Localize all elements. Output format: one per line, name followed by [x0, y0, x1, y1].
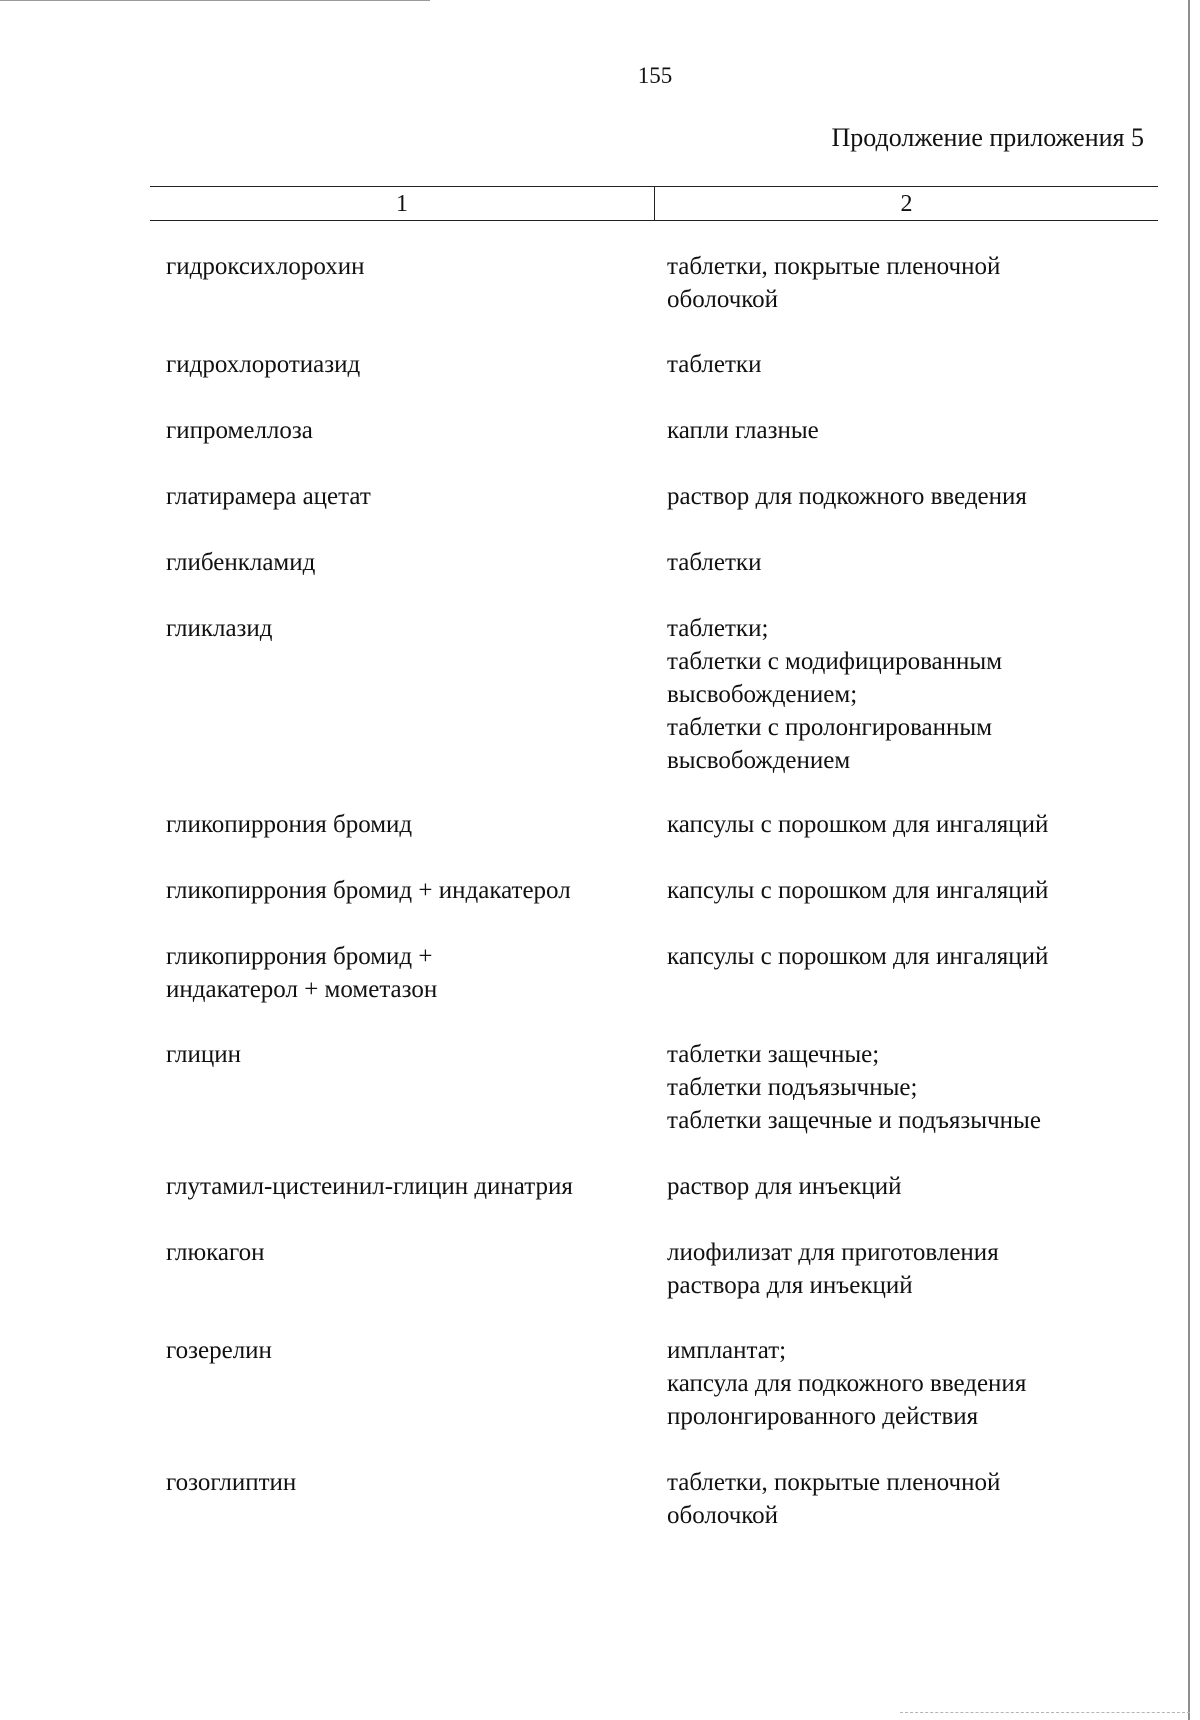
- drug-name: глицин: [166, 1041, 241, 1068]
- dosage-form: таблетки, покрытые пленочной оболочкой: [667, 1469, 1001, 1529]
- dosage-form: таблетки: [667, 351, 762, 378]
- drug-name: глюкагон: [166, 1239, 265, 1266]
- drug-name: гозерелин: [166, 1337, 272, 1364]
- dosage-form: лиофилизат для приготовления раствора для инъекций: [667, 1239, 999, 1299]
- column-header-1: 1: [396, 191, 408, 217]
- dosage-form: раствор для подкожного введения: [667, 483, 1027, 510]
- dosage-form: капли глазные: [667, 417, 819, 444]
- column-header-2: 2: [900, 191, 913, 217]
- drug-name: гликопиррония бромид: [166, 811, 413, 838]
- drug-name: гликопиррония бромид + индакатерол: [166, 877, 571, 904]
- dosage-form: таблетки, покрытые пленочной оболочкой: [667, 253, 1001, 313]
- continuation-label: Продолжение приложения 5: [831, 123, 1144, 152]
- dosage-form: таблетки; таблетки с модифицированным высвобождением; таблетки с пролонгированным высвобождением: [667, 615, 1003, 774]
- drug-name: гликлазид: [166, 615, 273, 642]
- drug-name: гипромеллоза: [166, 417, 313, 444]
- dosage-form: раствор для инъекций: [667, 1173, 902, 1200]
- dosage-form: капсулы с порошком для ингаляций: [667, 811, 1049, 838]
- drug-name: гозоглиптин: [166, 1469, 297, 1496]
- drug-name: глутамил-цистеинил-глицин динатрия: [166, 1173, 573, 1200]
- drug-name: глатирамера ацетат: [166, 483, 371, 510]
- drug-name: гидроксихлорохин: [166, 253, 365, 280]
- dosage-form: имплантат; капсула для подкожного введения пролонгированного действия: [667, 1337, 1027, 1430]
- drug-name: гидрохлоротиазид: [166, 351, 361, 378]
- dosage-form: капсулы с порошком для ингаляций: [667, 943, 1049, 970]
- drug-name: глибенкламид: [166, 549, 316, 576]
- drug-name: гликопиррония бромид + индакатерол + мометазон: [166, 943, 438, 1003]
- dosage-form: таблетки: [667, 549, 762, 576]
- dosage-form: капсулы с порошком для ингаляций: [667, 877, 1049, 904]
- dosage-form: таблетки защечные; таблетки подъязычные; таблетки защечные и подъязычные: [667, 1041, 1041, 1134]
- page-number: 155: [637, 63, 673, 88]
